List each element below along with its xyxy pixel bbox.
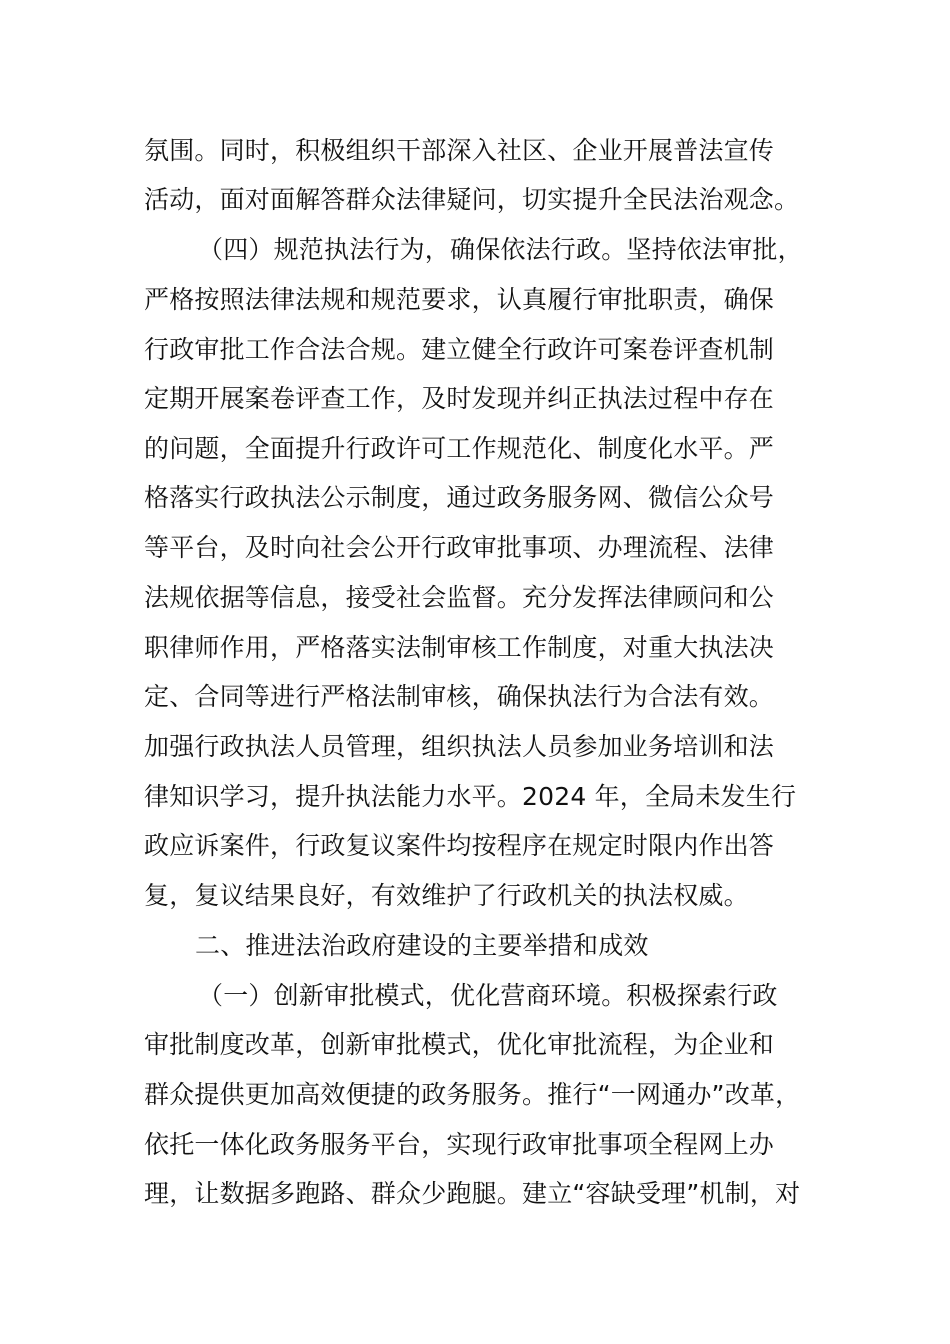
text-line: 政应诉案件，行政复议案件均按程序在规定时限内作出答 xyxy=(144,831,775,860)
text-line: 律知识学习，提升执法能力水平。2024 年，全局未发生行 xyxy=(144,782,797,811)
text-line: 理，让数据多跑路、群众少跑腿。建立“容缺受理”机制，对 xyxy=(144,1179,801,1208)
text-line: 职律师作用，严格落实法制审核工作制度，对重大执法决 xyxy=(144,633,775,662)
section-heading-4: （四）规范执法行为，确保依法行政。坚持依法审批， xyxy=(198,235,803,264)
text-line: 行政审批工作合法合规。建立健全行政许可案卷评查机制 xyxy=(144,335,775,364)
text-line: 氛围。同时，积极组织干部深入社区、企业开展普法宣传 xyxy=(144,136,775,165)
section-heading-1: （一）创新审批模式，优化营商环境。积极探索行政 xyxy=(198,981,778,1010)
text-line: 加强行政执法人员管理，组织执法人员参加业务培训和法 xyxy=(144,732,775,761)
text-line: 活动，面对面解答群众法律疑问，切实提升全民法治观念。 xyxy=(144,185,800,214)
text-line: 定期开展案卷评查工作，及时发现并纠正执法过程中存在 xyxy=(144,384,775,413)
text-line: 依托一体化政务服务平台，实现行政审批事项全程网上办 xyxy=(144,1130,775,1159)
text-line: 群众提供更加高效便捷的政务服务。推行“一网通办”改革， xyxy=(144,1080,801,1109)
text-line: 的问题，全面提升行政许可工作规范化、制度化水平。严 xyxy=(144,434,775,463)
text-line: 严格按照法律法规和规范要求，认真履行审批职责，确保 xyxy=(144,285,775,314)
text-line: 定、合同等进行严格法制审核，确保执法行为合法有效。 xyxy=(144,682,775,711)
text-line: 格落实行政执法公示制度，通过政务服务网、微信公众号 xyxy=(144,483,775,512)
section-heading-2: 二、推进法治政府建设的主要举措和成效 xyxy=(195,931,649,960)
text-line: 审批制度改革，创新审批模式，优化审批流程，为企业和 xyxy=(144,1030,775,1059)
text-line: 复，复议结果良好，有效维护了行政机关的执法权威。 xyxy=(144,881,749,910)
text-line: 等平台，及时向社会公开行政审批事项、办理流程、法律 xyxy=(144,533,775,562)
text-line: 法规依据等信息，接受社会监督。充分发挥法律顾问和公 xyxy=(144,583,775,612)
